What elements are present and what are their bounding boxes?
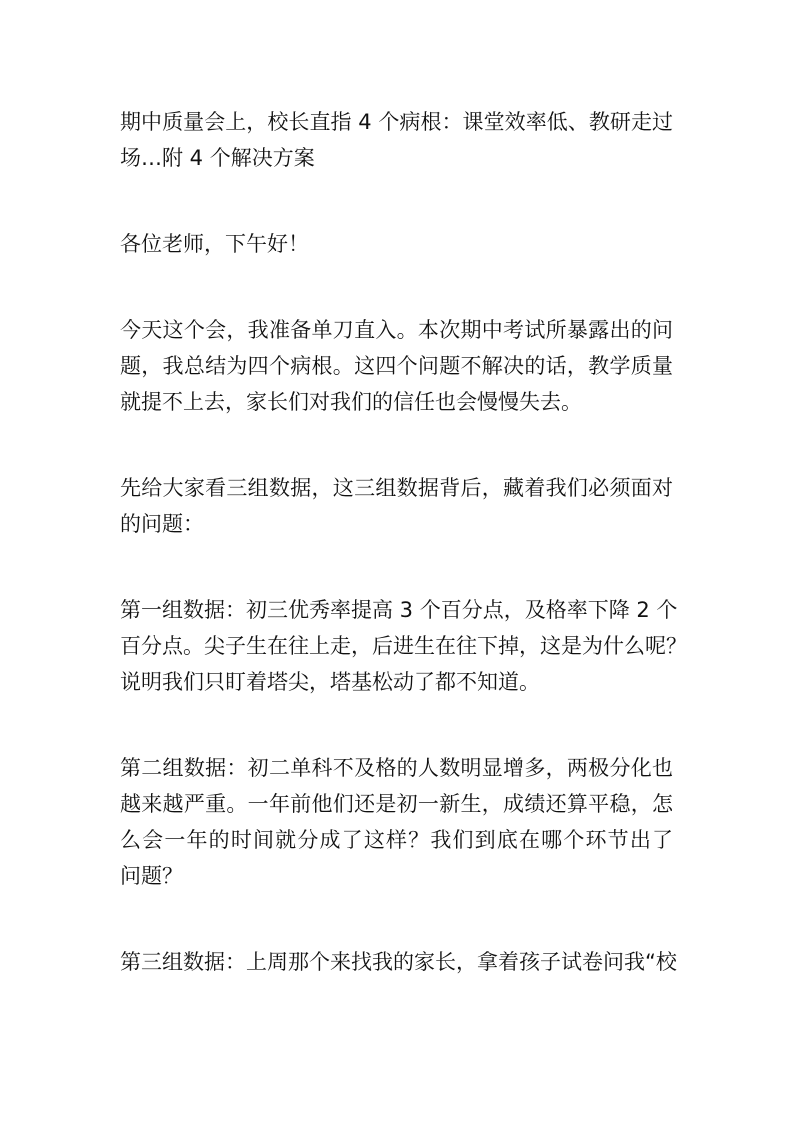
paragraph	[120, 944, 677, 980]
text-line: 说明我们只盯着塔尖，塔基松动了都不知道。	[120, 670, 540, 694]
text-line: 越来越严重。一年前他们还是初一新生，成绩还算平稳，怎	[120, 792, 673, 816]
paragraph	[120, 226, 673, 262]
text-line: 各位老师，下午好！	[120, 232, 309, 256]
text-line: 第一组数据：初三优秀率提高 3 个百分点，及格率下降 2 个	[120, 598, 678, 622]
text-line: 百分点。尖子生在往上走，后进生在往下掉，这是为什么呢？	[120, 634, 687, 658]
text-line: 的问题：	[120, 512, 204, 536]
text-line: 第三组数据：上周那个来找我的家长，拿着孩子试卷问我“校	[120, 950, 677, 974]
text-line: 就提不上去，家长们对我们的信任也会慢慢失去。	[120, 390, 582, 414]
text-line: 第二组数据：初二单科不及格的人数明显增多，两极分化也	[120, 756, 673, 780]
text-line: 期中质量会上，校长直指 4 个病根：课堂效率低、教研走过	[120, 110, 673, 134]
text-line: 先给大家看三组数据，这三组数据背后，藏着我们必须面对	[120, 476, 673, 500]
paragraph	[120, 750, 673, 894]
paragraph	[120, 312, 673, 420]
document-page	[120, 104, 687, 1030]
paragraph	[120, 470, 673, 542]
text-line: 场…附 4 个解决方案	[120, 146, 315, 170]
paragraph	[120, 592, 687, 700]
text-line: 么会一年的时间就分成了这样？我们到底在哪个环节出了	[120, 828, 673, 852]
text-line: 问题？	[120, 864, 183, 888]
text-line: 今天这个会，我准备单刀直入。本次期中考试所暴露出的问	[120, 318, 673, 342]
text-line: 题，我总结为四个病根。这四个问题不解决的话，教学质量	[120, 354, 673, 378]
document-title	[120, 104, 673, 176]
